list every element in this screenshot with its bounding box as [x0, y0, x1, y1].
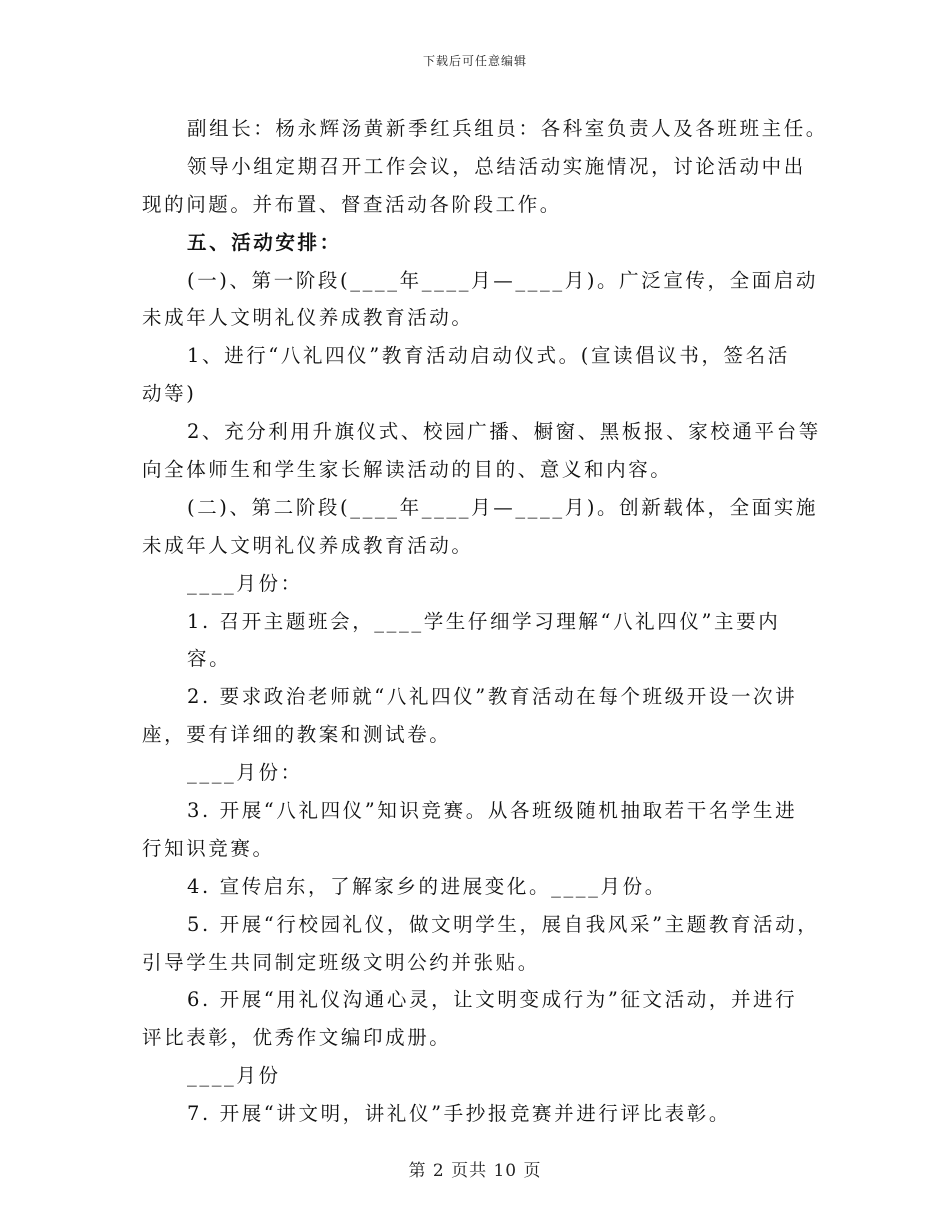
text-line: 容。: [187, 647, 232, 671]
text-line: 行知识竞赛。: [142, 836, 275, 860]
page-header: 下载后可任意编辑: [422, 54, 527, 68]
text-line: 2、充分利用升旗仪式、校园广播、橱窗、黑板报、家校通平台等: [187, 420, 821, 444]
text-line: 1、进行“八礼四仪”教育活动启动仪式。(宣读倡议书，签名活: [187, 344, 790, 368]
text-line: 座，要有详细的教案和测试卷。: [142, 723, 452, 747]
text-line: 6. 开展“用礼仪沟通心灵，让文明变成行为”征文活动，并进行: [187, 988, 798, 1012]
text-line: ____月份：: [187, 761, 303, 785]
text-line: ____月份: [187, 1064, 281, 1088]
text-line: (二)、第二阶段(____年____月—____月)。创新载体，全面实施: [187, 495, 819, 519]
text-line: 现的问题。并布置、督查活动各阶段工作。: [142, 192, 562, 216]
text-line: ____月份：: [187, 571, 303, 595]
text-line: 未成年人文明礼仪养成教育活动。: [142, 306, 474, 330]
text-line: 领导小组定期召开工作会议，总结活动实施情况，讨论活动中出: [187, 154, 806, 178]
text-line: 2. 要求政治老师就“八礼四仪”教育活动在每个班级开设一次讲: [187, 685, 798, 709]
text-line: 1. 召开主题班会，____学生仔细学习理解“八礼四仪”主要内: [187, 609, 781, 633]
text-line: 评比表彰，优秀作文编印成册。: [142, 1026, 452, 1050]
text-line: 7. 开展“讲文明，讲礼仪”手抄报竞赛并进行评比表彰。: [187, 1102, 731, 1126]
text-line: 向全体师生和学生家长解读活动的目的、意义和内容。: [142, 458, 673, 482]
text-line: 副组长：杨永辉汤黄新季红兵组员：各科室负责人及各班班主任。: [187, 117, 828, 140]
page-footer: 第 2 页共 10 页: [408, 1161, 542, 1181]
text-line: 未成年人文明礼仪养成教育活动。: [142, 533, 474, 557]
document-body: [142, 110, 828, 1133]
text-line: 引导学生共同制定班级文明公约并张贴。: [142, 950, 540, 974]
text-line: 3. 开展“八礼四仪”知识竞赛。从各班级随机抽取若干名学生进: [187, 799, 798, 823]
text-line: 5. 开展“行校园礼仪，做文明学生，展自我风采”主题教育活动，: [187, 912, 820, 936]
section-heading: 五、活动安排：: [187, 230, 342, 254]
text-line: 4. 宣传启东，了解家乡的进展变化。____月份。: [187, 874, 667, 898]
text-line: 动等): [142, 382, 197, 406]
text-line: (一)、第一阶段(____年____月—____月)。广泛宣传，全面启动: [187, 268, 819, 292]
